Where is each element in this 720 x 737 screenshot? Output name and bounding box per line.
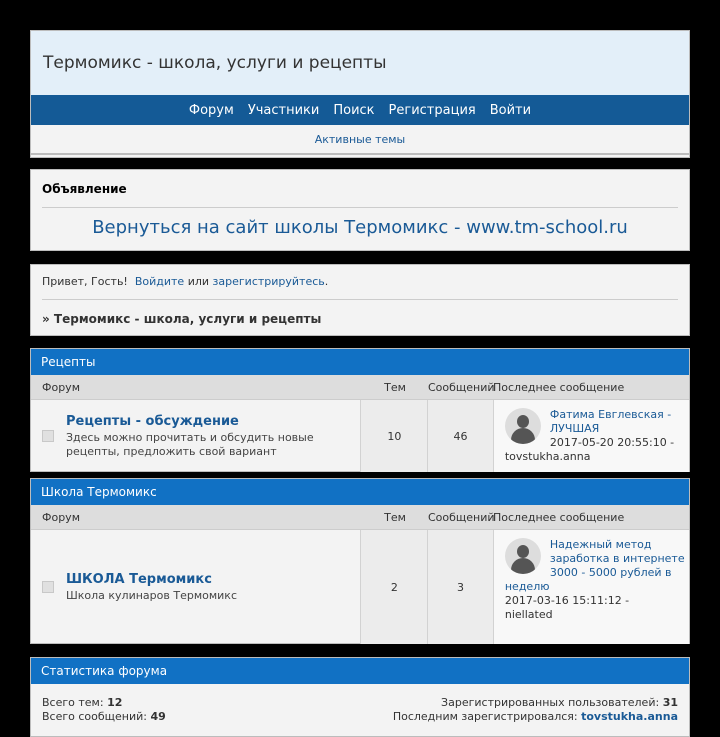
col-last: Последнее сообщение bbox=[493, 380, 625, 394]
last-registered-label: Последним зарегистрировался: bbox=[392, 710, 578, 723]
total-posts-label: Всего сообщений: bbox=[42, 710, 147, 723]
forum-description: Школа кулинаров Термомикс bbox=[66, 588, 237, 602]
last-post-cell bbox=[494, 530, 689, 644]
last-post-date: 2017-03-16 15:11:12 - bbox=[504, 594, 630, 607]
total-topics-label: Всего тем: bbox=[42, 696, 104, 709]
last-post-cell bbox=[494, 400, 689, 472]
nav-members[interactable]: Участники bbox=[247, 102, 320, 118]
registered-label: Зарегистрированных пользователей: bbox=[441, 696, 660, 709]
sub-nav bbox=[31, 125, 689, 155]
nav-register[interactable]: Регистрация bbox=[388, 102, 476, 118]
stats-title: Статистика форума bbox=[31, 658, 689, 684]
breadcrumb: » Термомикс - школа, услуги и рецепты bbox=[42, 312, 322, 326]
forum-stats bbox=[30, 657, 690, 737]
greeting-line bbox=[42, 275, 678, 288]
site-title[interactable]: Термомикс - школа, услуги и рецепты bbox=[43, 53, 387, 73]
nav-search[interactable]: Поиск bbox=[333, 102, 375, 118]
category-recipes bbox=[30, 348, 690, 472]
register-link[interactable]: зарегистрируйтесь bbox=[212, 275, 325, 288]
column-headers bbox=[31, 375, 689, 400]
category-school bbox=[30, 478, 690, 644]
greeting-hello: Привет, Гость! bbox=[42, 275, 128, 288]
col-forum: Форум bbox=[42, 380, 80, 394]
total-topics-value: 12 bbox=[107, 696, 123, 709]
divider bbox=[42, 299, 678, 300]
main-nav bbox=[31, 95, 689, 125]
announcement-link[interactable]: Вернуться на сайт школы Термомикс - www.tm-school.ru bbox=[92, 217, 628, 238]
col-topics: Тем bbox=[384, 380, 406, 394]
forum-row bbox=[31, 400, 689, 472]
announcement-label: Объявление bbox=[42, 182, 127, 196]
category-title: Школа Термомикс bbox=[31, 479, 689, 505]
forum-info bbox=[66, 414, 360, 459]
nav-forum[interactable]: Форум bbox=[188, 102, 234, 118]
avatar-icon bbox=[505, 408, 541, 444]
topics-count: 2 bbox=[360, 530, 427, 644]
greeting-box bbox=[30, 264, 690, 336]
col-topics: Тем bbox=[384, 510, 406, 524]
forum-description: Здесь можно прочитать и обсудить новые рецепты, предложить свой вариант bbox=[66, 430, 314, 458]
registered-value: 31 bbox=[662, 696, 678, 709]
divider bbox=[42, 207, 678, 208]
avatar-icon bbox=[505, 538, 541, 574]
posts-count: 46 bbox=[427, 400, 494, 472]
posts-count: 3 bbox=[427, 530, 494, 644]
greeting-period: . bbox=[324, 275, 329, 288]
greeting-or: или bbox=[187, 275, 210, 288]
total-posts-value: 49 bbox=[150, 710, 166, 723]
last-post-link[interactable]: Фатима Евглевская - ЛУЧШАЯ bbox=[549, 408, 672, 435]
forum-title-link[interactable]: ШКОЛА Термомикс bbox=[66, 571, 212, 587]
forum-status-icon bbox=[42, 430, 54, 442]
announcement-box bbox=[30, 169, 690, 251]
forum-header bbox=[30, 30, 690, 158]
announcement-link-wrap bbox=[42, 217, 678, 238]
title-bar bbox=[31, 31, 689, 95]
last-post-user: niellated bbox=[504, 608, 553, 621]
forum-cell bbox=[31, 400, 360, 472]
forum-info bbox=[66, 572, 237, 603]
col-posts: Сообщений bbox=[428, 510, 495, 524]
login-link[interactable]: Войдите bbox=[134, 275, 185, 288]
topics-count: 10 bbox=[360, 400, 427, 472]
forum-title-link[interactable]: Рецепты - обсуждение bbox=[66, 413, 239, 429]
last-post-date: 2017-05-20 20:55:10 - bbox=[549, 436, 675, 449]
nav-login[interactable]: Войти bbox=[489, 102, 532, 118]
forum-status-icon bbox=[42, 581, 54, 593]
forum-cell bbox=[31, 530, 360, 644]
last-registered-user-link[interactable]: tovstukha.anna bbox=[581, 710, 678, 723]
column-headers bbox=[31, 505, 689, 530]
last-post-user: tovstukha.anna bbox=[504, 450, 591, 463]
col-forum: Форум bbox=[42, 510, 80, 524]
col-posts: Сообщений bbox=[428, 380, 495, 394]
category-title: Рецепты bbox=[31, 349, 689, 375]
col-last: Последнее сообщение bbox=[493, 510, 625, 524]
active-topics-link[interactable]: Активные темы bbox=[314, 132, 406, 146]
forum-row bbox=[31, 530, 689, 644]
last-post-link[interactable]: Надежный метод заработка в интернете 3000 - 5000 рублей в неделю bbox=[504, 538, 685, 593]
